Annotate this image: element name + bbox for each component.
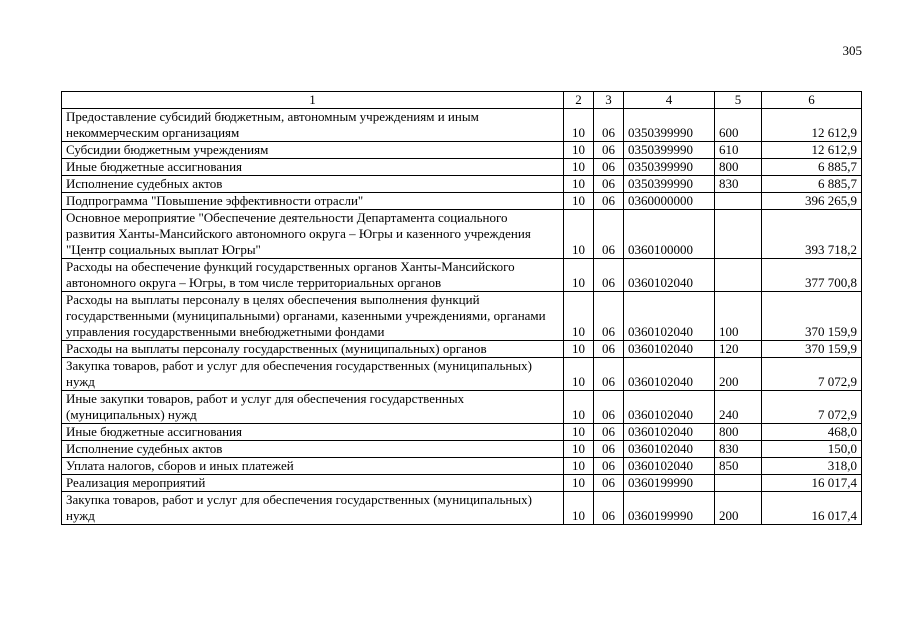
table-row <box>62 358 862 391</box>
row-target-article-cell: 0360199990 <box>624 492 715 525</box>
table-row <box>62 492 862 525</box>
table-row <box>62 458 862 475</box>
row-expense-type-cell <box>715 193 762 210</box>
row-amount-cell: 468,0 <box>762 424 862 441</box>
table-row <box>62 210 862 259</box>
row-expense-type-cell: 830 <box>715 441 762 458</box>
row-target-article-cell: 0360102040 <box>624 259 715 292</box>
row-name-cell: Основное мероприятие "Обеспечение деятельности Департамента социального развития Ханты-Мансийского автономного округа – Югры и казенного учреждения "Центр социальных выплат Югры" <box>62 210 564 259</box>
row-name-cell: Расходы на выплаты персоналу государственных (муниципальных) органов <box>62 341 564 358</box>
table-row <box>62 391 862 424</box>
row-target-article-cell: 0360102040 <box>624 358 715 391</box>
row-target-article-cell: 0360000000 <box>624 193 715 210</box>
row-amount-cell: 12 612,9 <box>762 109 862 142</box>
header-cell-1: 1 <box>62 92 564 109</box>
row-section-cell: 10 <box>564 109 594 142</box>
row-amount-cell: 16 017,4 <box>762 475 862 492</box>
row-expense-type-cell: 600 <box>715 109 762 142</box>
row-expense-type-cell: 240 <box>715 391 762 424</box>
row-section-cell: 10 <box>564 358 594 391</box>
row-section-cell: 10 <box>564 458 594 475</box>
row-subsection-cell: 06 <box>594 341 624 358</box>
table-row <box>62 341 862 358</box>
row-target-article-cell: 0350399990 <box>624 109 715 142</box>
page-number: 305 <box>842 43 862 58</box>
row-name-cell: Исполнение судебных актов <box>62 176 564 193</box>
row-subsection-cell: 06 <box>594 109 624 142</box>
row-target-article-cell: 0350399990 <box>624 142 715 159</box>
row-amount-cell: 12 612,9 <box>762 142 862 159</box>
row-amount-cell: 7 072,9 <box>762 391 862 424</box>
row-subsection-cell: 06 <box>594 210 624 259</box>
row-expense-type-cell <box>715 475 762 492</box>
row-target-article-cell: 0360199990 <box>624 475 715 492</box>
row-section-cell: 10 <box>564 292 594 341</box>
row-amount-cell: 7 072,9 <box>762 358 862 391</box>
row-name-cell: Реализация мероприятий <box>62 475 564 492</box>
table-row <box>62 159 862 176</box>
table-row <box>62 109 862 142</box>
row-section-cell: 10 <box>564 441 594 458</box>
row-amount-cell: 6 885,7 <box>762 176 862 193</box>
table-row <box>62 441 862 458</box>
row-target-article-cell: 0350399990 <box>624 176 715 193</box>
row-section-cell: 10 <box>564 475 594 492</box>
table-row <box>62 424 862 441</box>
row-expense-type-cell: 830 <box>715 176 762 193</box>
row-name-cell: Иные закупки товаров, работ и услуг для обеспечения государственных (муниципальных) нужд <box>62 391 564 424</box>
row-target-article-cell: 0360102040 <box>624 292 715 341</box>
row-target-article-cell: 0360100000 <box>624 210 715 259</box>
row-amount-cell: 396 265,9 <box>762 193 862 210</box>
row-name-cell: Расходы на выплаты персоналу в целях обеспечения выполнения функций государственными (муниципальными) органами, казенными учреждениями, органами управления государственными внебюджетными фондами <box>62 292 564 341</box>
row-section-cell: 10 <box>564 159 594 176</box>
row-amount-cell: 318,0 <box>762 458 862 475</box>
row-target-article-cell: 0360102040 <box>624 391 715 424</box>
header-cell-4: 4 <box>624 92 715 109</box>
row-subsection-cell: 06 <box>594 142 624 159</box>
row-expense-type-cell: 610 <box>715 142 762 159</box>
row-subsection-cell: 06 <box>594 259 624 292</box>
row-name-cell: Закупка товаров, работ и услуг для обеспечения государственных (муниципальных) нужд <box>62 358 564 391</box>
row-section-cell: 10 <box>564 259 594 292</box>
header-cell-5: 5 <box>715 92 762 109</box>
budget-table <box>61 91 862 525</box>
row-amount-cell: 370 159,9 <box>762 292 862 341</box>
row-amount-cell: 377 700,8 <box>762 259 862 292</box>
row-name-cell: Уплата налогов, сборов и иных платежей <box>62 458 564 475</box>
row-name-cell: Предоставление субсидий бюджетным, автономным учреждениям и иным некоммерческим организациям <box>62 109 564 142</box>
row-section-cell: 10 <box>564 341 594 358</box>
row-name-cell: Расходы на обеспечение функций государственных органов Ханты-Мансийского автономного округа – Югры, в том числе территориальных органов <box>62 259 564 292</box>
row-expense-type-cell: 100 <box>715 292 762 341</box>
header-cell-6: 6 <box>762 92 862 109</box>
table-header-row <box>62 92 862 109</box>
table-row <box>62 475 862 492</box>
row-subsection-cell: 06 <box>594 358 624 391</box>
row-section-cell: 10 <box>564 193 594 210</box>
header-cell-3: 3 <box>594 92 624 109</box>
row-section-cell: 10 <box>564 176 594 193</box>
row-section-cell: 10 <box>564 424 594 441</box>
row-name-cell: Закупка товаров, работ и услуг для обеспечения государственных (муниципальных) нужд <box>62 492 564 525</box>
row-target-article-cell: 0360102040 <box>624 424 715 441</box>
row-subsection-cell: 06 <box>594 391 624 424</box>
row-target-article-cell: 0350399990 <box>624 159 715 176</box>
row-name-cell: Субсидии бюджетным учреждениям <box>62 142 564 159</box>
row-target-article-cell: 0360102040 <box>624 341 715 358</box>
row-expense-type-cell <box>715 259 762 292</box>
row-subsection-cell: 06 <box>594 193 624 210</box>
row-amount-cell: 150,0 <box>762 441 862 458</box>
row-target-article-cell: 0360102040 <box>624 441 715 458</box>
row-expense-type-cell <box>715 210 762 259</box>
row-section-cell: 10 <box>564 210 594 259</box>
row-expense-type-cell: 200 <box>715 492 762 525</box>
row-amount-cell: 393 718,2 <box>762 210 862 259</box>
row-subsection-cell: 06 <box>594 458 624 475</box>
row-amount-cell: 370 159,9 <box>762 341 862 358</box>
row-subsection-cell: 06 <box>594 292 624 341</box>
row-name-cell: Иные бюджетные ассигнования <box>62 159 564 176</box>
row-expense-type-cell: 200 <box>715 358 762 391</box>
row-subsection-cell: 06 <box>594 176 624 193</box>
table-row <box>62 142 862 159</box>
table-row <box>62 176 862 193</box>
row-name-cell: Подпрограмма "Повышение эффективности отрасли" <box>62 193 564 210</box>
table-row <box>62 292 862 341</box>
row-amount-cell: 6 885,7 <box>762 159 862 176</box>
row-expense-type-cell: 120 <box>715 341 762 358</box>
row-subsection-cell: 06 <box>594 424 624 441</box>
row-subsection-cell: 06 <box>594 475 624 492</box>
row-section-cell: 10 <box>564 391 594 424</box>
row-expense-type-cell: 800 <box>715 159 762 176</box>
row-subsection-cell: 06 <box>594 492 624 525</box>
row-expense-type-cell: 850 <box>715 458 762 475</box>
row-section-cell: 10 <box>564 492 594 525</box>
header-cell-2: 2 <box>564 92 594 109</box>
row-subsection-cell: 06 <box>594 441 624 458</box>
row-expense-type-cell: 800 <box>715 424 762 441</box>
row-name-cell: Исполнение судебных актов <box>62 441 564 458</box>
row-amount-cell: 16 017,4 <box>762 492 862 525</box>
table-row <box>62 193 862 210</box>
table-row <box>62 259 862 292</box>
row-name-cell: Иные бюджетные ассигнования <box>62 424 564 441</box>
row-subsection-cell: 06 <box>594 159 624 176</box>
row-target-article-cell: 0360102040 <box>624 458 715 475</box>
row-section-cell: 10 <box>564 142 594 159</box>
